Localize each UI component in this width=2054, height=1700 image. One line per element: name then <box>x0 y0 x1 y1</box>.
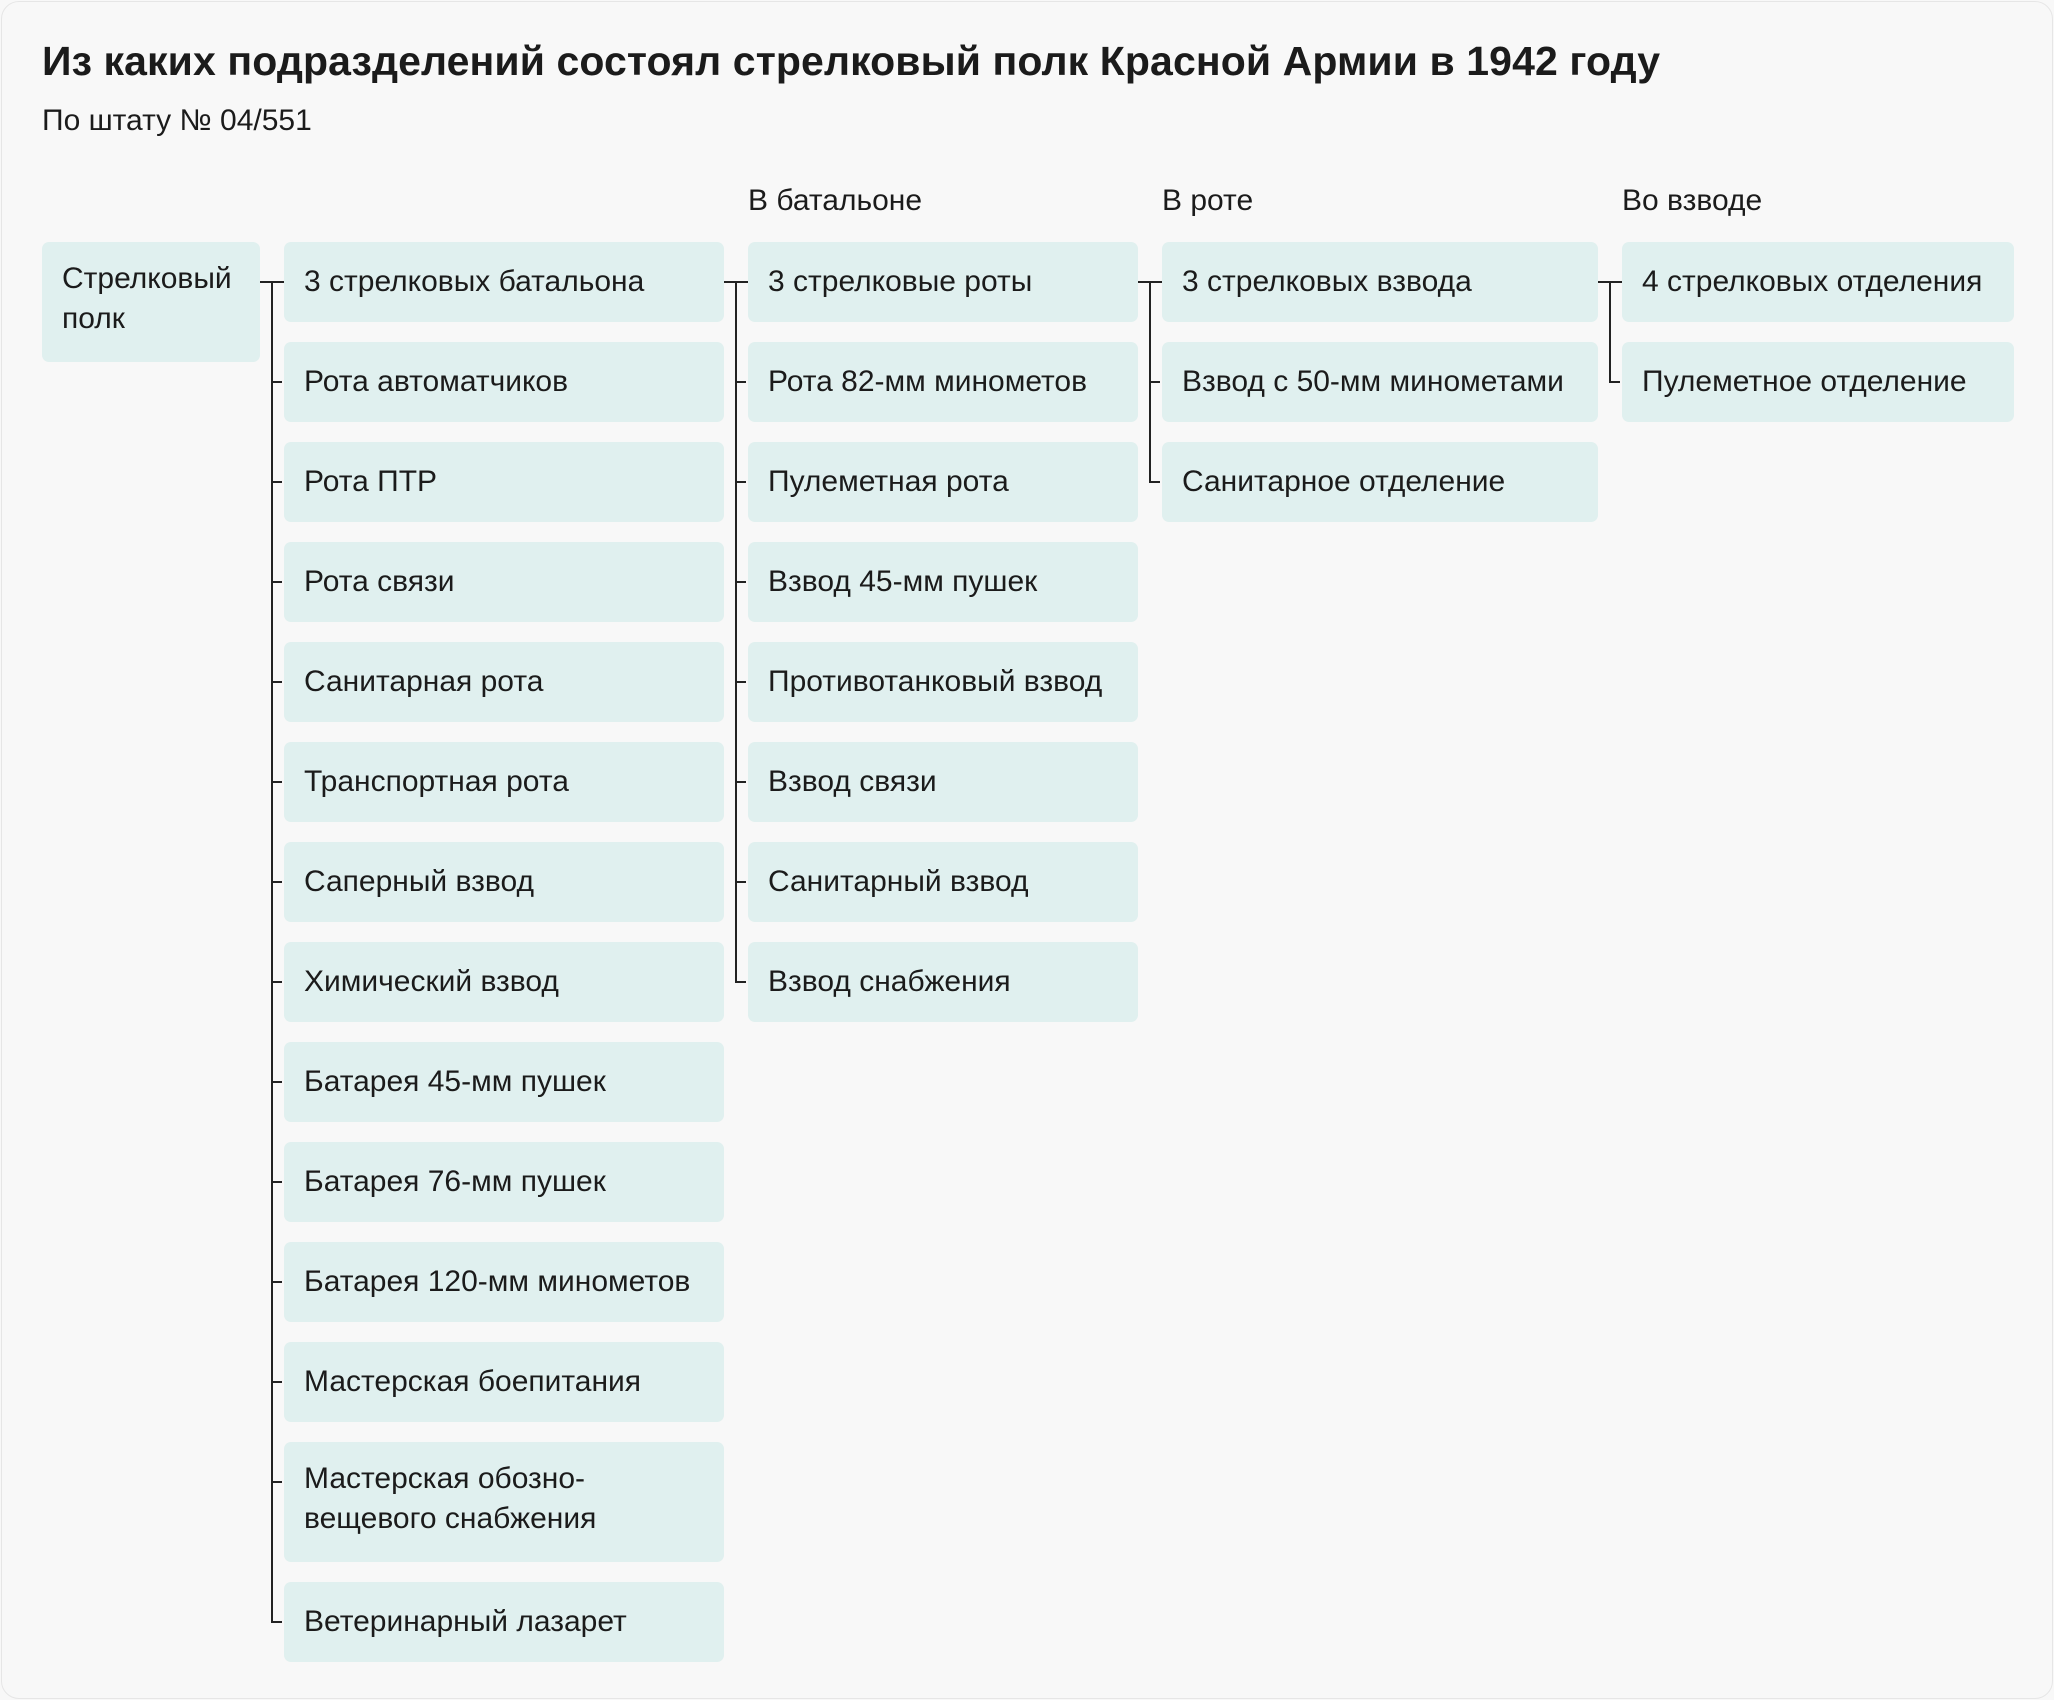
battalion-unit <box>748 542 1138 622</box>
regiment-unit <box>284 1242 724 1322</box>
regiment-unit-connector-tick <box>272 781 282 783</box>
regiment-unit <box>284 242 724 322</box>
regiment-unit <box>284 342 724 422</box>
regiment-node-label: Стрелковый полк <box>62 262 232 335</box>
company-unit-label: Взвод с 50-мм минометами <box>1182 365 1564 398</box>
regiment-unit <box>284 642 724 722</box>
regiment-unit-label: Транспортная рота <box>304 765 569 798</box>
battalion-unit <box>748 942 1138 1022</box>
regiment-unit-label: Рота связи <box>304 565 455 598</box>
regiment-unit-label: Рота автоматчиков <box>304 365 569 398</box>
regiment-unit <box>284 1442 724 1562</box>
battalion-unit-connector-tick <box>736 481 746 483</box>
platoon-unit-label: Пулеметное отделение <box>1642 365 1967 398</box>
regiment-unit <box>284 1582 724 1662</box>
regiment-unit-connector-tick <box>272 1381 282 1383</box>
battalion-unit-connector-trunk <box>735 282 737 972</box>
column-header-platoon: Во взводе <box>1622 184 1763 217</box>
battalion-unit <box>748 342 1138 422</box>
diagram-card <box>1 1 2053 1699</box>
battalion-unit-label: Пулеметная рота <box>768 465 1009 498</box>
regiment-unit <box>284 442 724 522</box>
battalion-unit-connector-tick <box>736 581 746 583</box>
battalion-unit <box>748 642 1138 722</box>
battalion-unit-label: 3 стрелковые роты <box>768 265 1033 298</box>
regiment-unit <box>284 1142 724 1222</box>
platoon-unit-connector-elbow <box>1609 372 1620 383</box>
regiment-unit-connector-tick <box>272 681 282 683</box>
regiment-unit-label: Мастерская боепитания <box>304 1365 642 1398</box>
regiment-unit-label: Химический взвод <box>304 965 559 998</box>
company-unit-connector-tick <box>1150 381 1160 383</box>
page-subtitle: По штату № 04/551 <box>42 104 312 137</box>
battalion-unit <box>748 442 1138 522</box>
regiment-unit-label: 3 стрелковых батальона <box>304 265 645 298</box>
regiment-unit-label: Мастерская обозно-вещевого снабжения <box>304 1462 597 1535</box>
battalion-unit <box>748 242 1138 322</box>
company-unit-connector-elbow <box>1149 472 1160 483</box>
company-unit <box>1162 442 1598 522</box>
regiment-unit-label: Ветеринарный лазарет <box>304 1605 627 1638</box>
battalion-unit-label: Санитарный взвод <box>768 865 1029 898</box>
regiment-unit-connector-tick <box>272 481 282 483</box>
column-header-company: В роте <box>1162 184 1254 217</box>
regiment-unit-label: Батарея 76-мм пушек <box>304 1165 606 1198</box>
regiment-unit <box>284 942 724 1022</box>
regiment-unit-connector-tick <box>272 1081 282 1083</box>
battalion-unit-label: Рота 82-мм минометов <box>768 365 1088 398</box>
regiment-unit-connector-elbow <box>271 1612 282 1623</box>
battalion-unit-label: Взвод 45-мм пушек <box>768 565 1038 598</box>
battalion-unit-label: Противотанковый взвод <box>768 665 1103 698</box>
battalion-unit <box>748 742 1138 822</box>
company-unit-label: Санитарное отделение <box>1182 465 1506 498</box>
regiment-unit-connector-tick <box>272 1181 282 1183</box>
regiment-unit <box>284 542 724 622</box>
page-title: Из каких подразделений состоял стрелковый полк Красной Армии в 1942 году <box>42 38 1661 84</box>
regiment-unit <box>284 842 724 922</box>
regiment-unit-connector-tick <box>272 581 282 583</box>
platoon-unit-connector-trunk <box>1609 282 1611 372</box>
regiment-unit-connector-tick <box>272 881 282 883</box>
regiment-unit <box>284 1342 724 1422</box>
regiment-unit-label: Батарея 45-мм пушек <box>304 1065 606 1098</box>
battalion-unit-label: Взвод связи <box>768 765 937 798</box>
company-unit <box>1162 342 1598 422</box>
platoon-unit <box>1622 342 2014 422</box>
company-unit <box>1162 242 1598 322</box>
platoon-unit-label: 4 стрелковых отделения <box>1642 265 1983 298</box>
regiment-node <box>42 242 260 362</box>
battalion-unit-connector-elbow <box>735 972 746 983</box>
platoon-unit <box>1622 242 2014 322</box>
regiment-unit-label: Рота ПТР <box>304 465 438 498</box>
battalion-unit-connector-tick <box>736 881 746 883</box>
regiment-unit-connector-tick <box>272 981 282 983</box>
regiment-unit-label: Санитарная рота <box>304 665 544 698</box>
battalion-unit <box>748 842 1138 922</box>
regiment-unit-label: Батарея 120-мм минометов <box>304 1265 691 1298</box>
battalion-unit-label: Взвод снабжения <box>768 965 1011 998</box>
regiment-unit-connector-tick <box>272 1481 282 1483</box>
battalion-unit-connector-tick <box>736 381 746 383</box>
company-unit-connector-trunk <box>1149 282 1151 472</box>
regiment-unit <box>284 742 724 822</box>
regiment-unit-connector-tick <box>272 1281 282 1283</box>
regiment-unit-connector-tick <box>272 381 282 383</box>
company-unit-label: 3 стрелковых взвода <box>1182 265 1472 298</box>
regiment-unit <box>284 1042 724 1122</box>
column-header-battalion: В батальоне <box>748 184 923 217</box>
battalion-unit-connector-tick <box>736 681 746 683</box>
regiment-unit-label: Саперный взвод <box>304 865 535 898</box>
battalion-unit-connector-tick <box>736 781 746 783</box>
